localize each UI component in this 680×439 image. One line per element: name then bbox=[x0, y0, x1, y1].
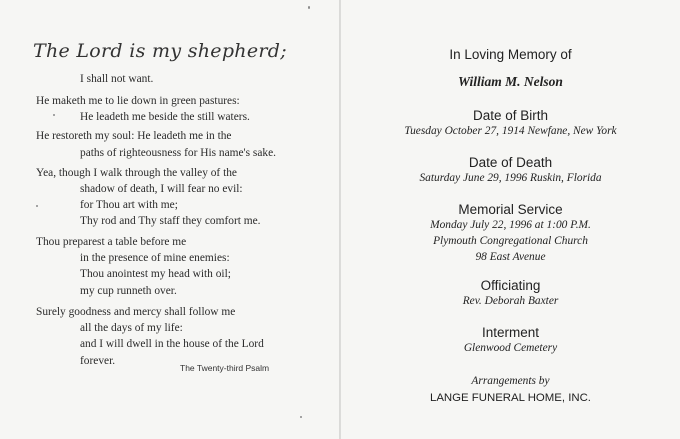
psalm-line: and I will dwell in the house of the Lord bbox=[80, 338, 264, 350]
memorial-page bbox=[341, 0, 680, 439]
interment-place: Glenwood Cemetery bbox=[463, 342, 558, 354]
psalm-line: He maketh me to lie down in green pastures: bbox=[36, 95, 240, 107]
service-place: Plymouth Congregational Church bbox=[433, 235, 588, 247]
psalm-line: Thou preparest a table before me bbox=[36, 236, 187, 248]
psalm-line: Surely goodness and mercy shall follow me bbox=[36, 306, 236, 318]
psalm-line: for Thou art with me; bbox=[80, 199, 178, 211]
memorial-heading: In Loving Memory of bbox=[449, 47, 572, 62]
psalm-line: Thou anointest my head with oil; bbox=[80, 268, 231, 280]
service-label: Memorial Service bbox=[458, 202, 563, 217]
service-time: Monday July 22, 1996 at 1:00 P.M. bbox=[430, 219, 591, 231]
psalm-line: Thy rod and Thy staff they comfort me. bbox=[80, 215, 261, 227]
psalm-line: my cup runneth over. bbox=[80, 285, 177, 297]
birth-detail: Tuesday October 27, 1914 Newfane, New York bbox=[404, 125, 617, 137]
psalm-attribution: The Twenty-third Psalm bbox=[180, 363, 270, 373]
deceased-name: William M. Nelson bbox=[458, 74, 563, 89]
death-detail: Saturday June 29, 1996 Ruskin, Florida bbox=[419, 172, 602, 184]
officiant-name: Rev. Deborah Baxter bbox=[462, 295, 559, 307]
service-address: 98 East Avenue bbox=[475, 251, 546, 263]
psalm-page bbox=[0, 0, 338, 439]
psalm-title: The Lord is my shepherd; bbox=[33, 40, 287, 62]
psalm-line: paths of righteousness for His name's sake. bbox=[80, 147, 276, 159]
officiating-label: Officiating bbox=[480, 278, 541, 293]
death-label: Date of Death bbox=[468, 155, 553, 170]
psalm-line: I shall not want. bbox=[80, 73, 154, 85]
psalm-line: in the presence of mine enemies: bbox=[80, 252, 230, 264]
psalm-line: Yea, though I walk through the valley of the bbox=[36, 167, 237, 179]
arrangements-label: Arrangements by bbox=[471, 375, 550, 387]
psalm-line: all the days of my life: bbox=[80, 322, 183, 334]
funeral-home: LANGE FUNERAL HOME, INC. bbox=[430, 392, 591, 404]
psalm-line: He leadeth me beside the still waters. bbox=[80, 111, 250, 123]
psalm-line: forever. bbox=[80, 355, 116, 367]
psalm-line: He restoreth my soul: He leadeth me in the bbox=[36, 130, 232, 142]
birth-label: Date of Birth bbox=[472, 108, 549, 123]
interment-label: Interment bbox=[481, 325, 540, 340]
psalm-line: shadow of death, I will fear no evil: bbox=[80, 183, 243, 195]
